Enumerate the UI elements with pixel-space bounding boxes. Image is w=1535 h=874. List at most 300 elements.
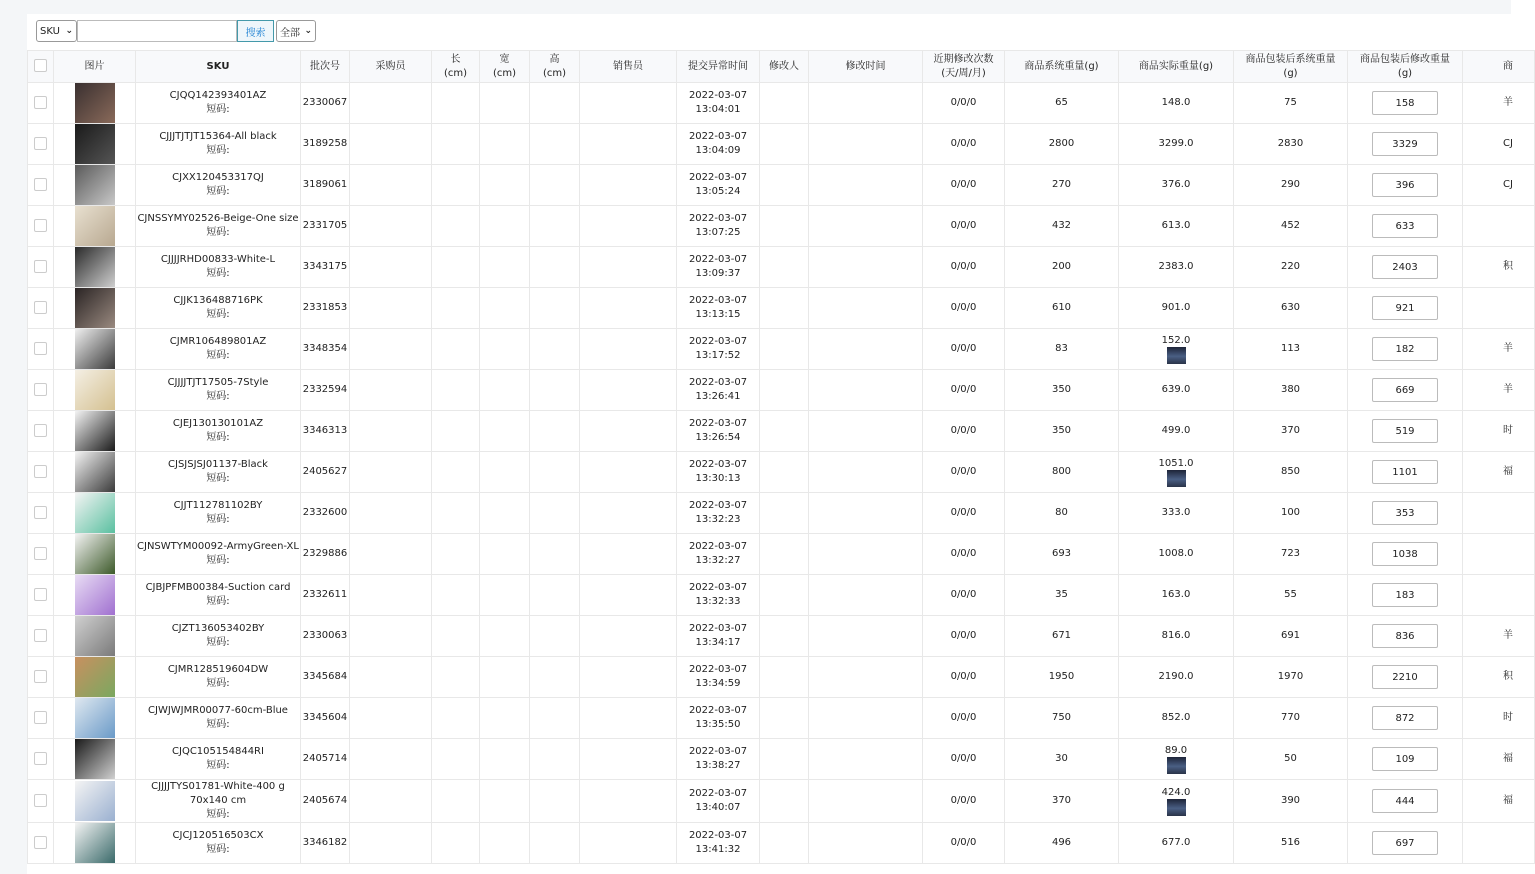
actual-weight-value: 424.0 bbox=[1161, 786, 1191, 798]
last-partial-cell: 时 bbox=[1463, 411, 1535, 452]
width-cell bbox=[480, 534, 530, 575]
submit-date: 2022-03-07 bbox=[688, 541, 748, 552]
actual-weight-value: 639.0 bbox=[1161, 384, 1191, 395]
submit-time: 13:30:13 bbox=[695, 473, 741, 484]
submit-time: 13:04:09 bbox=[695, 145, 741, 156]
recent-mods-cell: 0/0/0 bbox=[923, 165, 1005, 206]
short-code-label: 短码: bbox=[206, 596, 230, 607]
row-select-cell bbox=[28, 698, 54, 739]
height-cell bbox=[530, 452, 580, 493]
pkg-sys-weight-cell: 770 bbox=[1234, 698, 1348, 739]
weight-photo-thumbnail[interactable] bbox=[1167, 799, 1186, 816]
submit-time: 13:34:59 bbox=[695, 678, 741, 689]
pkg-sys-weight-cell: 50 bbox=[1234, 739, 1348, 780]
weight-exception-table bbox=[27, 50, 1535, 864]
search-field-select-value: SKU bbox=[40, 25, 60, 37]
height-cell bbox=[530, 206, 580, 247]
pkg-mod-weight-cell bbox=[1348, 165, 1463, 206]
actual-weight-value: 499.0 bbox=[1161, 425, 1191, 436]
submit-date: 2022-03-07 bbox=[688, 418, 748, 429]
row-checkbox[interactable] bbox=[34, 506, 47, 519]
sku-cell bbox=[136, 247, 301, 288]
row-checkbox[interactable] bbox=[34, 670, 47, 683]
actual-weight-value: 333.0 bbox=[1161, 507, 1191, 518]
image-cell bbox=[54, 124, 136, 165]
width-cell bbox=[480, 657, 530, 698]
status-select[interactable] bbox=[276, 20, 316, 42]
col-pkg-mod-weight bbox=[1348, 51, 1463, 83]
short-code-label: 短码: bbox=[206, 678, 230, 689]
product-thumbnail[interactable] bbox=[75, 247, 115, 287]
pkg-mod-weight-cell bbox=[1348, 698, 1463, 739]
sku-text: CJQQ142393401AZ bbox=[169, 90, 267, 101]
pkg-mod-weight-input[interactable]: 872 bbox=[1372, 706, 1438, 730]
modify-time-cell bbox=[809, 288, 923, 329]
actual-weight-value: 677.0 bbox=[1161, 837, 1191, 848]
submit-date: 2022-03-07 bbox=[688, 90, 748, 101]
submit-date: 2022-03-07 bbox=[688, 213, 748, 224]
chevron-down-icon: ⌄ bbox=[65, 26, 73, 36]
width-cell bbox=[480, 124, 530, 165]
sku-text: CJJJTJTJT15364-All black bbox=[159, 131, 277, 142]
row-checkbox[interactable] bbox=[34, 629, 47, 642]
sku-cell bbox=[136, 823, 301, 864]
length-cell bbox=[432, 657, 480, 698]
modify-time-cell bbox=[809, 247, 923, 288]
pkg-mod-weight-input[interactable]: 3329 bbox=[1372, 132, 1438, 156]
short-code-label: 短码: bbox=[206, 719, 230, 730]
buyer-cell bbox=[350, 575, 432, 616]
modifier-cell bbox=[760, 83, 809, 124]
col-height bbox=[530, 51, 580, 83]
row-select-cell bbox=[28, 329, 54, 370]
length-cell bbox=[432, 165, 480, 206]
pkg-mod-weight-cell bbox=[1348, 206, 1463, 247]
last-partial-cell: 积 bbox=[1463, 657, 1535, 698]
table-body bbox=[28, 83, 1535, 864]
height-cell bbox=[530, 247, 580, 288]
pkg-mod-weight-input[interactable]: 182 bbox=[1372, 337, 1438, 361]
pkg-mod-weight-input[interactable]: 1101 bbox=[1372, 460, 1438, 484]
modifier-cell bbox=[760, 616, 809, 657]
pkg-sys-weight-cell: 100 bbox=[1234, 493, 1348, 534]
actual-weight-value: 163.0 bbox=[1161, 589, 1191, 600]
row-checkbox[interactable] bbox=[34, 794, 47, 807]
pkg-mod-weight-input[interactable]: 444 bbox=[1372, 789, 1438, 813]
buyer-cell bbox=[350, 83, 432, 124]
height-cell bbox=[530, 698, 580, 739]
length-cell bbox=[432, 411, 480, 452]
last-partial-cell: 羊 bbox=[1463, 370, 1535, 411]
pkg-mod-weight-input[interactable]: 396 bbox=[1372, 173, 1438, 197]
sku-text-line2: 70x140 cm bbox=[189, 795, 247, 806]
actual-weight-cell bbox=[1119, 206, 1234, 247]
modifier-cell bbox=[760, 411, 809, 452]
actual-weight-value: 2190.0 bbox=[1158, 671, 1194, 682]
submit-date: 2022-03-07 bbox=[688, 459, 748, 470]
buyer-cell bbox=[350, 288, 432, 329]
product-thumbnail[interactable] bbox=[75, 657, 115, 697]
length-cell bbox=[432, 493, 480, 534]
last-partial-cell: 羊 bbox=[1463, 329, 1535, 370]
length-cell bbox=[432, 780, 480, 823]
height-cell bbox=[530, 739, 580, 780]
submit-date: 2022-03-07 bbox=[688, 746, 748, 757]
pkg-sys-weight-cell: 723 bbox=[1234, 534, 1348, 575]
sys-weight-cell: 30 bbox=[1005, 739, 1119, 780]
table-row bbox=[28, 452, 1535, 493]
buyer-cell bbox=[350, 329, 432, 370]
pkg-mod-weight-cell bbox=[1348, 616, 1463, 657]
sys-weight-cell: 1950 bbox=[1005, 657, 1119, 698]
select-all-checkbox[interactable] bbox=[34, 59, 47, 72]
submit-time-cell bbox=[677, 329, 760, 370]
product-thumbnail[interactable] bbox=[75, 288, 115, 328]
sku-cell bbox=[136, 452, 301, 493]
row-checkbox[interactable] bbox=[34, 383, 47, 396]
image-cell bbox=[54, 575, 136, 616]
sku-text: CJJJJRHD00833-White-L bbox=[160, 254, 276, 265]
seller-cell bbox=[580, 165, 677, 206]
pkg-mod-weight-input[interactable]: 2403 bbox=[1372, 255, 1438, 279]
actual-weight-cell bbox=[1119, 698, 1234, 739]
modifier-cell bbox=[760, 575, 809, 616]
last-partial-cell: 福 bbox=[1463, 780, 1535, 823]
actual-weight-value: 901.0 bbox=[1161, 302, 1191, 313]
search-input[interactable] bbox=[77, 20, 237, 42]
chevron-down-icon: ⌄ bbox=[304, 26, 312, 36]
product-thumbnail[interactable] bbox=[75, 575, 115, 615]
actual-weight-cell bbox=[1119, 83, 1234, 124]
row-checkbox[interactable] bbox=[34, 711, 47, 724]
submit-date: 2022-03-07 bbox=[688, 377, 748, 388]
buyer-cell bbox=[350, 165, 432, 206]
length-cell bbox=[432, 739, 480, 780]
col-height-unit: (cm) bbox=[542, 67, 567, 79]
modifier-cell bbox=[760, 739, 809, 780]
pkg-mod-weight-input[interactable]: 353 bbox=[1372, 501, 1438, 525]
pkg-mod-weight-input[interactable]: 109 bbox=[1372, 747, 1438, 771]
pkg-sys-weight-cell: 1970 bbox=[1234, 657, 1348, 698]
actual-weight-cell bbox=[1119, 411, 1234, 452]
buyer-cell bbox=[350, 780, 432, 823]
pkg-mod-weight-cell bbox=[1348, 329, 1463, 370]
image-cell bbox=[54, 329, 136, 370]
table-row bbox=[28, 534, 1535, 575]
pkg-mod-weight-input[interactable]: 669 bbox=[1372, 378, 1438, 402]
weight-photo-thumbnail[interactable] bbox=[1167, 347, 1186, 364]
col-length-label: 长 bbox=[450, 53, 461, 65]
row-checkbox[interactable] bbox=[34, 137, 47, 150]
product-thumbnail[interactable] bbox=[75, 698, 115, 738]
short-code-label: 短码: bbox=[206, 473, 230, 484]
row-select-cell bbox=[28, 124, 54, 165]
product-thumbnail[interactable] bbox=[75, 370, 115, 410]
sku-text: CJZT136053402BY bbox=[171, 623, 265, 634]
submit-time-cell bbox=[677, 165, 760, 206]
submit-date: 2022-03-07 bbox=[688, 623, 748, 634]
last-partial-cell: 羊 bbox=[1463, 83, 1535, 124]
row-checkbox[interactable] bbox=[34, 588, 47, 601]
width-cell bbox=[480, 370, 530, 411]
width-cell bbox=[480, 411, 530, 452]
pkg-mod-weight-input[interactable]: 183 bbox=[1372, 583, 1438, 607]
recent-mods-cell: 0/0/0 bbox=[923, 247, 1005, 288]
search-button[interactable]: 搜索 bbox=[237, 20, 274, 42]
sku-cell bbox=[136, 780, 301, 823]
buyer-cell bbox=[350, 206, 432, 247]
batch-cell: 3346313 bbox=[301, 411, 350, 452]
width-cell bbox=[480, 247, 530, 288]
sku-cell bbox=[136, 83, 301, 124]
short-code-label: 短码: bbox=[206, 809, 230, 820]
last-partial-cell bbox=[1463, 575, 1535, 616]
batch-cell: 2330067 bbox=[301, 83, 350, 124]
product-thumbnail[interactable] bbox=[75, 83, 115, 123]
modify-time-cell bbox=[809, 206, 923, 247]
height-cell bbox=[530, 329, 580, 370]
sku-text: CJMR106489801AZ bbox=[169, 336, 267, 347]
row-checkbox[interactable] bbox=[34, 260, 47, 273]
product-thumbnail[interactable] bbox=[75, 534, 115, 574]
col-recent-mods-line2: (天/周/月) bbox=[941, 67, 986, 79]
table-row bbox=[28, 329, 1535, 370]
row-checkbox[interactable] bbox=[34, 342, 47, 355]
col-sku: SKU bbox=[136, 51, 301, 83]
status-select-value: 全部 bbox=[280, 27, 300, 39]
sku-text: CJQC105154844RI bbox=[172, 746, 264, 757]
pkg-mod-weight-cell bbox=[1348, 823, 1463, 864]
pkg-mod-weight-cell bbox=[1348, 739, 1463, 780]
width-cell bbox=[480, 206, 530, 247]
height-cell bbox=[530, 411, 580, 452]
pkg-mod-weight-input[interactable]: 2210 bbox=[1372, 665, 1438, 689]
product-thumbnail[interactable] bbox=[75, 452, 115, 492]
actual-weight-cell bbox=[1119, 247, 1234, 288]
buyer-cell bbox=[350, 411, 432, 452]
col-pkg-sys-weight-line1: 商品包装后系统重量 bbox=[1245, 53, 1336, 65]
recent-mods-cell: 0/0/0 bbox=[923, 739, 1005, 780]
actual-weight-cell bbox=[1119, 165, 1234, 206]
actual-weight-value: 148.0 bbox=[1161, 97, 1191, 108]
row-select-cell bbox=[28, 493, 54, 534]
pkg-sys-weight-cell: 2830 bbox=[1234, 124, 1348, 165]
submit-time: 13:05:24 bbox=[695, 186, 741, 197]
seller-cell bbox=[580, 657, 677, 698]
modify-time-cell bbox=[809, 370, 923, 411]
sku-cell bbox=[136, 165, 301, 206]
product-thumbnail[interactable] bbox=[75, 206, 115, 246]
col-batch: 批次号 bbox=[301, 51, 350, 83]
submit-time: 13:32:27 bbox=[695, 555, 741, 566]
pkg-mod-weight-cell bbox=[1348, 493, 1463, 534]
modifier-cell bbox=[760, 534, 809, 575]
height-cell bbox=[530, 780, 580, 823]
product-thumbnail[interactable] bbox=[75, 739, 115, 779]
sku-text: CJJT112781102BY bbox=[173, 500, 263, 511]
modify-time-cell bbox=[809, 124, 923, 165]
col-sys-weight: 商品系统重量(g) bbox=[1005, 51, 1119, 83]
row-select-cell bbox=[28, 370, 54, 411]
weight-photo-thumbnail[interactable] bbox=[1167, 470, 1186, 487]
search-toolbar bbox=[36, 19, 316, 43]
table-row bbox=[28, 247, 1535, 288]
pkg-mod-weight-input[interactable]: 697 bbox=[1372, 831, 1438, 855]
modifier-cell bbox=[760, 288, 809, 329]
submit-date: 2022-03-07 bbox=[688, 788, 748, 799]
sku-text: CJBJPFMB00384-Suction card bbox=[145, 582, 291, 593]
product-thumbnail[interactable] bbox=[75, 616, 115, 656]
submit-time: 13:04:01 bbox=[695, 104, 741, 115]
col-width bbox=[480, 51, 530, 83]
pkg-mod-weight-input[interactable]: 633 bbox=[1372, 214, 1438, 238]
sys-weight-cell: 83 bbox=[1005, 329, 1119, 370]
submit-time-cell bbox=[677, 739, 760, 780]
recent-mods-cell: 0/0/0 bbox=[923, 83, 1005, 124]
sku-text: CJNSWTYM00092-ArmyGreen-XL bbox=[137, 541, 299, 552]
pkg-mod-weight-input[interactable]: 921 bbox=[1372, 296, 1438, 320]
short-code-label: 短码: bbox=[206, 432, 230, 443]
table-row bbox=[28, 780, 1535, 823]
batch-cell: 3343175 bbox=[301, 247, 350, 288]
col-modify-time: 修改时间 bbox=[809, 51, 923, 83]
pkg-mod-weight-input[interactable]: 158 bbox=[1372, 91, 1438, 115]
submit-date: 2022-03-07 bbox=[688, 830, 748, 841]
seller-cell bbox=[580, 534, 677, 575]
product-thumbnail[interactable] bbox=[75, 411, 115, 451]
seller-cell bbox=[580, 780, 677, 823]
submit-date: 2022-03-07 bbox=[688, 705, 748, 716]
product-thumbnail[interactable] bbox=[75, 781, 115, 821]
row-checkbox[interactable] bbox=[34, 836, 47, 849]
sys-weight-cell: 65 bbox=[1005, 83, 1119, 124]
sku-cell bbox=[136, 493, 301, 534]
sku-text: CJJJJTYS01781-White-400 g bbox=[151, 781, 285, 792]
product-thumbnail[interactable] bbox=[75, 329, 115, 369]
recent-mods-cell: 0/0/0 bbox=[923, 329, 1005, 370]
row-checkbox[interactable] bbox=[34, 752, 47, 765]
table-row bbox=[28, 616, 1535, 657]
submit-time: 13:40:07 bbox=[695, 802, 741, 813]
row-checkbox[interactable] bbox=[34, 301, 47, 314]
product-thumbnail[interactable] bbox=[75, 124, 115, 164]
sys-weight-cell: 432 bbox=[1005, 206, 1119, 247]
modifier-cell bbox=[760, 452, 809, 493]
sys-weight-cell: 80 bbox=[1005, 493, 1119, 534]
sys-weight-cell: 370 bbox=[1005, 780, 1119, 823]
row-checkbox[interactable] bbox=[34, 424, 47, 437]
weight-photo-thumbnail[interactable] bbox=[1167, 757, 1186, 774]
last-partial-cell: CJ bbox=[1463, 124, 1535, 165]
sku-cell bbox=[136, 534, 301, 575]
sku-cell bbox=[136, 575, 301, 616]
short-code-label: 短码: bbox=[206, 760, 230, 771]
length-cell bbox=[432, 329, 480, 370]
seller-cell bbox=[580, 370, 677, 411]
col-modifier: 修改人 bbox=[760, 51, 809, 83]
row-checkbox[interactable] bbox=[34, 465, 47, 478]
recent-mods-cell: 0/0/0 bbox=[923, 575, 1005, 616]
height-cell bbox=[530, 288, 580, 329]
submit-time-cell bbox=[677, 698, 760, 739]
row-select-cell bbox=[28, 616, 54, 657]
seller-cell bbox=[580, 83, 677, 124]
buyer-cell bbox=[350, 493, 432, 534]
height-cell bbox=[530, 124, 580, 165]
short-code-label: 短码: bbox=[206, 844, 230, 855]
row-checkbox[interactable] bbox=[34, 547, 47, 560]
sku-text: CJSJSJSJ01137-Black bbox=[168, 459, 268, 470]
row-select-cell bbox=[28, 247, 54, 288]
modifier-cell bbox=[760, 780, 809, 823]
modifier-cell bbox=[760, 823, 809, 864]
modify-time-cell bbox=[809, 657, 923, 698]
submit-time: 13:38:27 bbox=[695, 760, 741, 771]
sys-weight-cell: 693 bbox=[1005, 534, 1119, 575]
row-checkbox[interactable] bbox=[34, 96, 47, 109]
modify-time-cell bbox=[809, 83, 923, 124]
modifier-cell bbox=[760, 370, 809, 411]
seller-cell bbox=[580, 329, 677, 370]
submit-time-cell bbox=[677, 288, 760, 329]
recent-mods-cell: 0/0/0 bbox=[923, 616, 1005, 657]
pkg-sys-weight-cell: 850 bbox=[1234, 452, 1348, 493]
sku-cell bbox=[136, 657, 301, 698]
batch-cell: 2405714 bbox=[301, 739, 350, 780]
col-width-label: 宽 bbox=[499, 53, 510, 65]
product-thumbnail[interactable] bbox=[75, 493, 115, 533]
submit-time-cell bbox=[677, 370, 760, 411]
pkg-sys-weight-cell: 630 bbox=[1234, 288, 1348, 329]
batch-cell: 2329886 bbox=[301, 534, 350, 575]
seller-cell bbox=[580, 823, 677, 864]
col-seller: 销售员 bbox=[580, 51, 677, 83]
sku-cell bbox=[136, 370, 301, 411]
buyer-cell bbox=[350, 124, 432, 165]
actual-weight-value: 376.0 bbox=[1161, 179, 1191, 190]
col-buyer: 采购员 bbox=[350, 51, 432, 83]
table-row bbox=[28, 165, 1535, 206]
pkg-mod-weight-input[interactable]: 1038 bbox=[1372, 542, 1438, 566]
length-cell bbox=[432, 698, 480, 739]
modifier-cell bbox=[760, 165, 809, 206]
row-checkbox[interactable] bbox=[34, 178, 47, 191]
submit-time-cell bbox=[677, 534, 760, 575]
table-row bbox=[28, 411, 1535, 452]
submit-time-cell bbox=[677, 780, 760, 823]
pkg-sys-weight-cell: 380 bbox=[1234, 370, 1348, 411]
pkg-sys-weight-cell: 390 bbox=[1234, 780, 1348, 823]
table-row bbox=[28, 493, 1535, 534]
table-row bbox=[28, 370, 1535, 411]
modify-time-cell bbox=[809, 616, 923, 657]
pkg-mod-weight-input[interactable]: 836 bbox=[1372, 624, 1438, 648]
sys-weight-cell: 350 bbox=[1005, 370, 1119, 411]
width-cell bbox=[480, 83, 530, 124]
modify-time-cell bbox=[809, 575, 923, 616]
search-field-select[interactable] bbox=[36, 20, 77, 42]
batch-cell: 3348354 bbox=[301, 329, 350, 370]
pkg-mod-weight-input[interactable]: 519 bbox=[1372, 419, 1438, 443]
product-thumbnail[interactable] bbox=[75, 165, 115, 205]
pkg-mod-weight-cell bbox=[1348, 780, 1463, 823]
short-code-label: 短码: bbox=[206, 309, 230, 320]
product-thumbnail[interactable] bbox=[75, 823, 115, 863]
submit-time-cell bbox=[677, 452, 760, 493]
pkg-mod-weight-cell bbox=[1348, 411, 1463, 452]
row-checkbox[interactable] bbox=[34, 219, 47, 232]
recent-mods-cell: 0/0/0 bbox=[923, 124, 1005, 165]
